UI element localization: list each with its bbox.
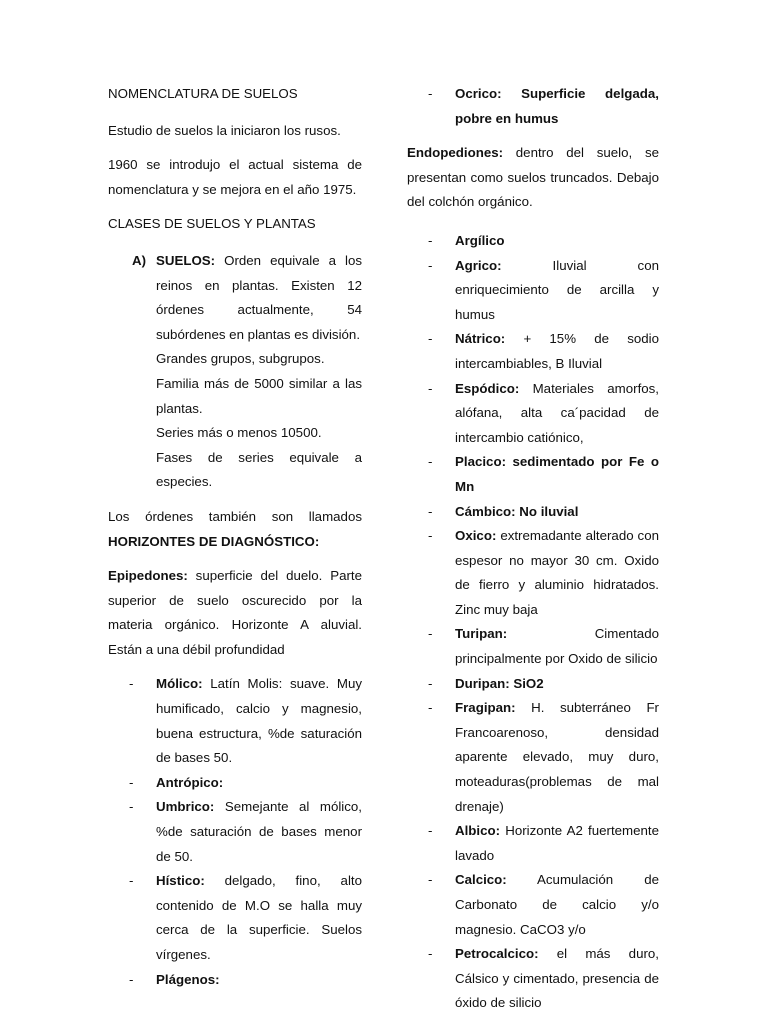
list-item — [407, 868, 659, 942]
dash-marker: - — [129, 676, 134, 692]
dash-marker: - — [428, 503, 433, 519]
paragraph-epipedones — [108, 564, 362, 662]
list-item — [407, 696, 659, 819]
item-label: Espódico: — [455, 380, 520, 396]
list-item-line: Series más o menos 10500. — [156, 425, 322, 441]
item-label: Duripan: — [455, 675, 510, 691]
item-label: Nátrico: — [455, 331, 506, 347]
list-item-label: SUELOS: — [156, 252, 216, 268]
item-text: H. subterráneo Fr Francoarenoso, densidad aparente elevado, muy duro, moteaduras(problemas de mal drenaje) — [455, 700, 659, 814]
list-item — [108, 672, 362, 770]
list-item — [407, 524, 659, 622]
paragraph-endopediones — [407, 141, 659, 215]
dash-marker: - — [129, 971, 134, 987]
item-label: Argílico — [455, 232, 505, 248]
item-label: Placico: — [455, 454, 506, 470]
item-label: Calcico: — [455, 872, 507, 888]
list-item — [407, 819, 659, 868]
dash-marker: - — [428, 257, 433, 273]
item-text: delgado, fino, alto contenido de M.O se halla muy cerca de la superficie. Suelos vírgenes. — [156, 873, 362, 962]
right-column — [407, 82, 659, 1026]
list-item — [108, 968, 362, 993]
epipedones-label: Epipedones: — [108, 568, 188, 584]
list-item — [108, 771, 362, 796]
dash-marker: - — [428, 454, 433, 470]
item-label: Agrico: — [455, 257, 502, 273]
list-item — [407, 622, 659, 671]
dash-marker: - — [428, 626, 433, 642]
left-column — [108, 82, 362, 1002]
epipedones-text: superficie del duelo. Parte superior de suelo oscurecido por la materia orgánico. Horizonte A aluvial. Están a una débil profundidad — [108, 568, 362, 657]
list-item — [407, 254, 659, 328]
paragraph-history: 1960 se introdujo el actual sistema de nomenclatura y se mejora en el año 1975. — [108, 157, 362, 197]
list-item — [407, 377, 659, 451]
item-label: Umbrico: — [156, 799, 215, 815]
document-title: NOMENCLATURA DE SUELOS — [108, 86, 298, 101]
item-text: Materiales amorfos, alófana, alta ca´pacidad de intercambio catiónico, — [455, 380, 659, 445]
list-item — [407, 229, 659, 254]
list-item — [108, 795, 362, 869]
dash-marker: - — [129, 873, 134, 889]
paragraph-orders-bold — [108, 530, 362, 555]
item-text: SiO2 — [509, 675, 544, 691]
dash-marker: - — [129, 799, 134, 815]
item-text: Superficie delgada, pobre en humus — [455, 86, 659, 126]
dash-marker: - — [428, 823, 433, 839]
list-item-line: Familia más de 5000 similar a las plantas. — [156, 375, 362, 416]
endopediones-text: dentro del suelo, se presentan como suelos truncados. Debajo del colchón orgánico. — [407, 145, 659, 210]
item-text: sedimentado por Fe o Mn — [455, 454, 659, 494]
item-text: Horizonte A2 fuertemente lavado — [455, 823, 659, 863]
endopediones-label: Endopediones: — [407, 145, 504, 161]
list-item — [407, 450, 659, 499]
dash-marker: - — [428, 331, 433, 347]
left-dash-list — [108, 672, 362, 992]
item-label: Hístico: — [156, 873, 205, 889]
item-label: Antrópico: — [156, 774, 224, 790]
list-item-line: Fases de series equivale a especies. — [156, 449, 362, 490]
right-top-list — [407, 82, 659, 131]
list-item-line: Grandes grupos, subgrupos. — [156, 351, 325, 367]
dash-marker: - — [428, 872, 433, 888]
dash-marker: - — [428, 380, 433, 396]
list-item — [407, 82, 659, 131]
paragraph-intro: Estudio de suelos la iniciaron los rusos. — [108, 122, 341, 138]
item-text: Iluvial con enriquecimiento de arcilla y humus — [455, 257, 659, 322]
item-text: Latín Molis: suave. Muy humificado, calcio y magnesio, buena estructura, %de saturación de bases 50. — [156, 676, 362, 766]
right-dash-list — [407, 229, 659, 1016]
dash-marker: - — [129, 774, 134, 790]
item-text: Semejante al mólico, %de saturación de bases menor de 50. — [156, 799, 362, 864]
item-label: Turipan: — [455, 626, 508, 642]
section-title: CLASES DE SUELOS Y PLANTAS — [108, 216, 316, 232]
item-text: + 15% de sodio intercambiables, B Iluvial — [455, 331, 659, 371]
item-label: Cámbico: — [455, 503, 516, 519]
list-item — [407, 327, 659, 376]
paragraph-orders — [108, 505, 362, 530]
item-text: el más duro, Cálsico y cimentado, presencia de óxido de silicio — [455, 946, 659, 1011]
item-text: extremadante alterado con espesor no mayor 30 cm. Oxido de fierro y aluminio hidratados. Zinc muy baja — [455, 528, 659, 617]
item-text: No iluvial — [515, 503, 579, 519]
item-label: Mólico: — [156, 676, 203, 692]
paragraph-orders-text: Los órdenes también son llamados — [108, 508, 362, 524]
list-marker: A) — [132, 252, 147, 268]
item-text: Cimentado principalmente por Oxido de silicio — [455, 626, 659, 667]
list-item — [407, 942, 659, 1016]
item-label: Oxico: — [455, 528, 497, 544]
horizons-heading: HORIZONTES DE DIAGNÓSTICO: — [108, 533, 320, 549]
dash-marker: - — [428, 700, 433, 716]
item-text: Acumulación de Carbonato de calcio y/o magnesio. CaCO3 y/o — [455, 872, 659, 937]
ordered-list-item-a — [108, 249, 362, 495]
dash-marker: - — [428, 86, 433, 101]
item-label: Fragipan: — [455, 700, 516, 716]
list-item-text — [156, 249, 362, 347]
list-item-body: Orden equivale a los reinos en plantas. Existen 12 órdenes actualmente, 54 subórdenes en plantas es división. — [156, 252, 362, 342]
item-label: Ocrico: — [455, 86, 502, 101]
list-item — [108, 869, 362, 967]
list-item — [407, 672, 659, 697]
item-label: Plágenos: — [156, 971, 220, 987]
item-label: Albico: — [455, 823, 501, 839]
dash-marker: - — [428, 946, 433, 962]
item-label: Petrocalcico: — [455, 946, 539, 962]
dash-marker: - — [428, 528, 433, 544]
list-item — [407, 500, 659, 525]
dash-marker: - — [428, 675, 433, 691]
dash-marker: - — [428, 232, 433, 248]
